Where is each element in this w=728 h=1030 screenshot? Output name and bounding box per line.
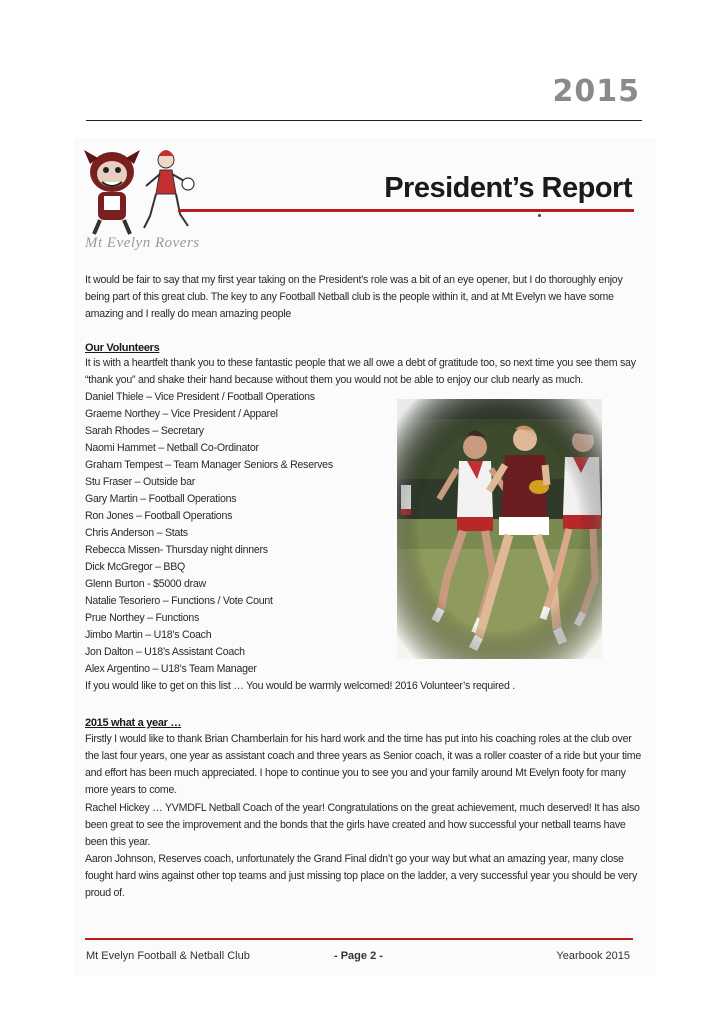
volunteers-outro: If you would like to get on this list … You would be warmly welcomed! 2016 Volunteer’s required . [85,680,515,692]
list-item: Dick McGregor – BBQ [85,561,186,573]
list-item: Sarah Rhodes – Secretary [85,425,204,437]
list-item: Natalie Tesoriero – Functions / Vote Count [85,595,273,607]
list-item: Chris Anderson – Stats [85,527,188,539]
list-item: Rebecca Missen- Thursday night dinners [85,544,268,556]
year-heading: 2015 what a year … [85,717,182,729]
club-logo-icon [80,142,200,238]
title-dot [538,214,541,217]
list-item: Prue Northey – Functions [85,612,200,624]
list-item: Alex Argentino – U18’s Team Manager [85,663,257,675]
intro-paragraph: It would be fair to say that my first year taking on the President’s role was a bit of an eye opener, but I do thoroughly enjoy being part of this great club. The key to any Football Netball club is the people within it, and at Mt Evelyn we have some amazing and I really do mean amazing people [85,274,623,320]
list-item: Graeme Northey – Vice President / Apparel [85,408,278,420]
list-item: Daniel Thiele – Vice President / Football Operations [85,391,315,403]
volunteers-intro: It is with a heartfelt thank you to these fantastic people that we all owe a debt of gratitude too, so next time you see them say “thank you” and shake their hand because without them you would not be able to enjoy our club nearly as much. [85,357,636,386]
page-title: President’s Report [384,172,632,204]
year-paragraph-2: Rachel Hickey … YVMDFL Netball Coach of the year! Congratulations on the great achievement, much deserved! It has also been great to see the improvement and the bonds that the girls have created and how successful your netball teams have been this year. [85,802,640,848]
list-item: Jimbo Martin – U18’s Coach [85,629,212,641]
title-underline [178,209,634,212]
list-item: Graham Tempest – Team Manager Seniors & Reserves [85,459,333,471]
list-item: Gary Martin – Football Operations [85,493,237,505]
year-paragraph-3: Aaron Johnson, Reserves coach, unfortunately the Grand Final didn’t go your way but what an amazing year, many close fought hard wins against other top teams and just missing top place on the ladder, a very successful year you should be very proud of. [85,853,637,899]
club-logo-text: Mt Evelyn Rovers [85,235,200,251]
page-number: - Page 2 - [334,950,383,962]
football-action-photo [397,399,602,659]
year-paragraph-1: Firstly I would like to thank Brian Chamberlain for his hard work and the time has put into his coaching roles at the club over the last four years, one year as assistant coach and three years as Senior coach, it was a roller coaster of a ride but your time and effort has been much appreciated. I hope to continue you to see you and your family around Mt Evelyn footy for many more years to come. [85,733,641,796]
footer-divider [85,938,633,940]
top-divider [86,120,642,121]
list-item: Jon Dalton – U18’s Assistant Coach [85,646,245,658]
list-item: Naomi Hammet – Netball Co-Ordinator [85,442,259,454]
footer-club-name: Mt Evelyn Football & Netball Club [86,950,250,962]
list-item: Glenn Burton - $5000 draw [85,578,206,590]
footer-yearbook: Yearbook 2015 [556,950,630,962]
volunteers-heading: Our Volunteers [85,342,160,354]
page-year: 2015 [552,74,640,109]
list-item: Stu Fraser – Outside bar [85,476,195,488]
list-item: Ron Jones – Football Operations [85,510,233,522]
